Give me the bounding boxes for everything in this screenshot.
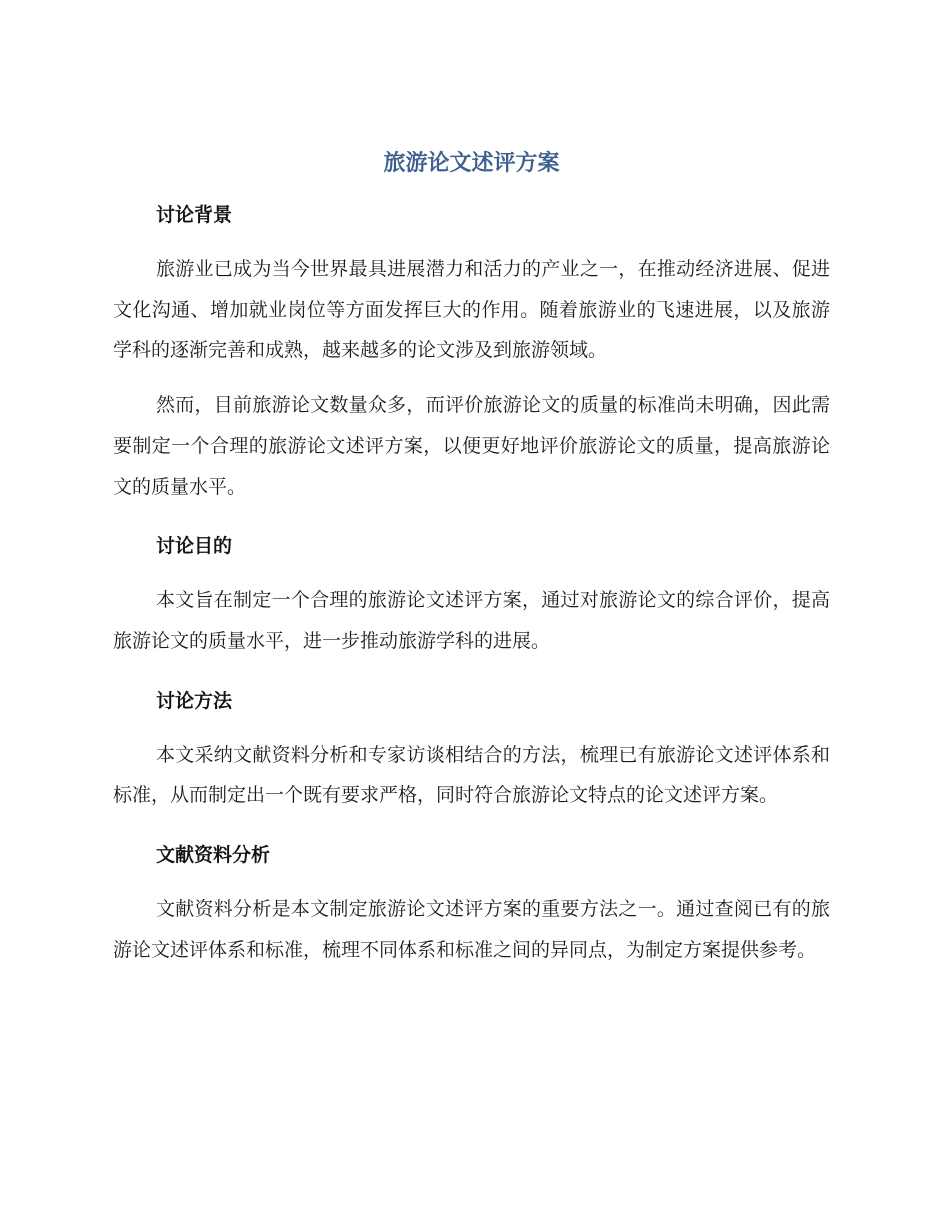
document-body <box>113 146 830 970</box>
paragraph-purpose: 本文旨在制定一个合理的旅游论文述评方案，通过对旅游论文的综合评价，提高旅游论文的质量水平，进一步推动旅游学科的进展。 <box>113 589 830 652</box>
section-heading-background: 讨论背景 <box>156 204 233 226</box>
section-heading-method: 讨论方法 <box>156 689 233 712</box>
paragraph-background-2: 然而，目前旅游论文数量众多，而评价旅游论文的质量的标准尚未明确，因此需要制定一个合理的旅游论文述评方案，以便更好地评价旅游论文的质量，提高旅游论文的质量水平。 <box>113 394 830 498</box>
document-title: 旅游论文述评方案 <box>383 151 560 176</box>
paragraph-literature-analysis: 文献资料分析是本文制定旅游论文述评方案的重要方法之一。通过查阅已有的旅游论文述评体系和标准，梳理不同体系和标准之间的异同点，为制定方案提供参考。 <box>113 898 830 961</box>
paragraph-background-1: 旅游业已成为当今世界最具进展潜力和活力的产业之一，在推动经济进展、促进文化沟通、增加就业岗位等方面发挥巨大的作用。随着旅游业的飞速进展，以及旅游学科的逐渐完善和成熟，越来越多的论文涉及到旅游领域。 <box>113 258 830 362</box>
section-heading-literature-analysis: 文献资料分析 <box>156 844 271 867</box>
paragraph-method: 本文采纳文献资料分析和专家访谈相结合的方法，梳理已有旅游论文述评体系和标准，从而制定出一个既有要求严格，同时符合旅游论文特点的论文述评方案。 <box>113 743 830 807</box>
section-heading-purpose: 讨论目的 <box>156 535 233 558</box>
